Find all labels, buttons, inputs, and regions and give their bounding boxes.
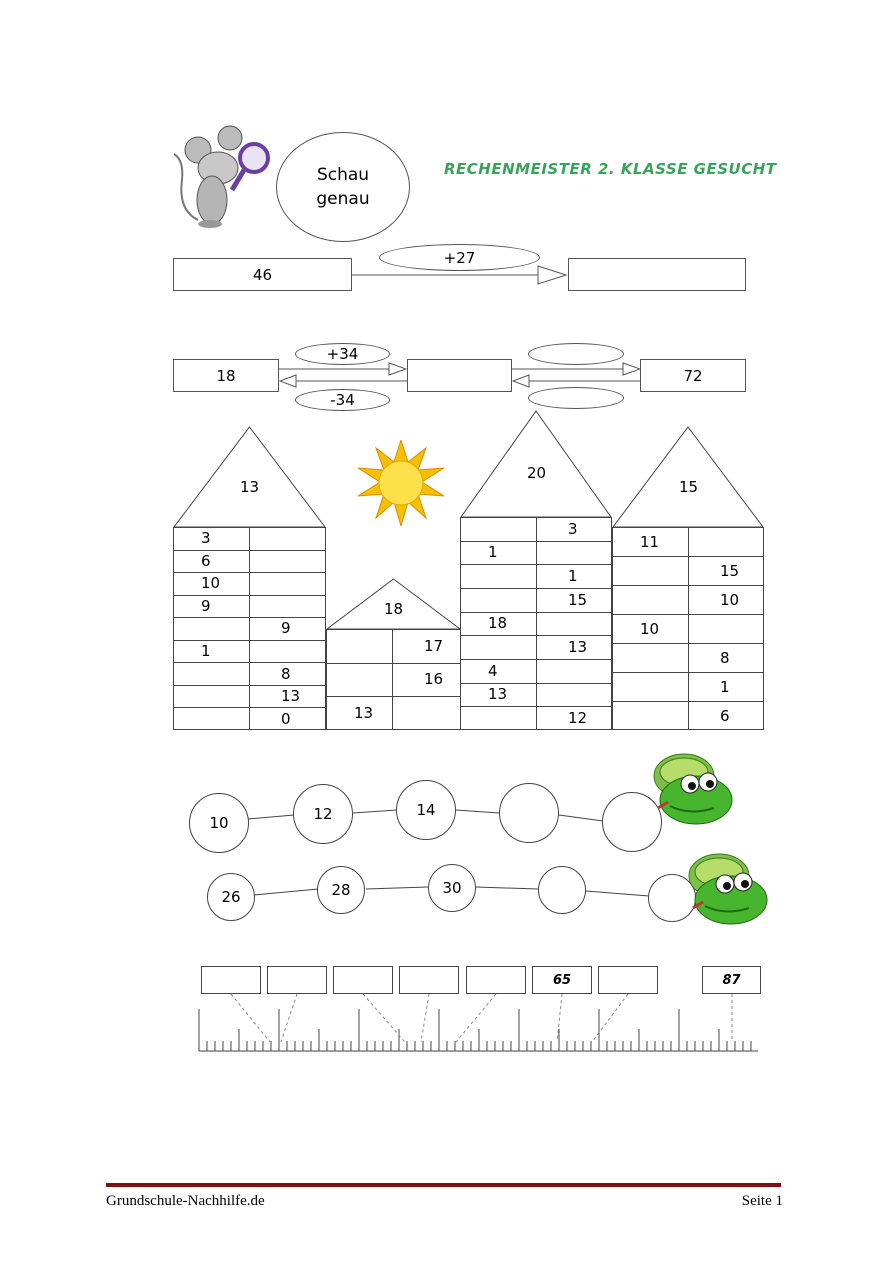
turtle-icon	[685, 850, 771, 928]
footer-site: Grundschule-Nachhilfe.de	[106, 1193, 265, 1209]
house-cell: 11	[640, 532, 660, 551]
house-cell: 12	[568, 709, 588, 728]
house4-roof-number: 15	[679, 478, 699, 496]
house-cell: 9	[281, 619, 291, 638]
house1-roof-number: 13	[240, 478, 260, 496]
chain2-circle-4[interactable]	[538, 866, 586, 914]
ruler-box-4[interactable]	[399, 966, 459, 994]
ruler-box-1[interactable]	[201, 966, 261, 994]
ruler-box-5[interactable]	[466, 966, 526, 994]
chain2-circle-1: 26	[207, 873, 255, 921]
task2-op-bottom-left: -34	[295, 389, 390, 411]
chain2-circle-3: 30	[428, 864, 476, 912]
house-cell: 15	[568, 590, 588, 609]
chain1-circle-2: 12	[293, 784, 353, 844]
number-ruler	[190, 994, 765, 1056]
task2-op-top-left: +34	[295, 343, 390, 365]
house-cell: 6	[201, 551, 211, 570]
footer-page-number: Seite 1	[741, 1193, 783, 1209]
house-cell: 10	[201, 574, 221, 593]
ruler-box-6: 65	[532, 966, 592, 994]
house2-roof-number: 18	[384, 600, 404, 618]
house-cell: 13	[281, 687, 301, 706]
house-cell: 1	[720, 677, 730, 696]
house3-roof-number: 20	[527, 464, 547, 482]
house-cell: 10	[640, 619, 660, 638]
page-title: RECHENMEISTER 2. KLASSE GESUCHT	[444, 160, 777, 178]
house-cell: 10	[720, 590, 740, 609]
house-cell: 16	[424, 670, 444, 689]
house-cell: 13	[488, 685, 508, 704]
house-cell: 8	[281, 664, 291, 683]
house-cell: 18	[488, 614, 508, 633]
house-cell: 15	[720, 561, 740, 580]
house-cell: 1	[568, 567, 578, 586]
ruler-box-8: 87	[702, 966, 761, 994]
ruler-box-3[interactable]	[333, 966, 393, 994]
house-cell: 6	[720, 706, 730, 725]
house-cell: 4	[488, 661, 498, 680]
speech-line-1: Schau	[316, 165, 370, 185]
ruler-box-7[interactable]	[598, 966, 658, 994]
footer-rule	[106, 1183, 781, 1187]
chain1-circle-4[interactable]	[499, 783, 559, 843]
task1-operator-oval: +27	[379, 244, 540, 271]
turtle-icon	[650, 750, 736, 828]
chain2-circle-2: 28	[317, 866, 365, 914]
task1-start-box: 46	[173, 258, 352, 291]
task2-left-box: 18	[173, 359, 279, 392]
chain1-circle-1: 10	[189, 793, 249, 853]
house-cell: 1	[201, 642, 211, 661]
house-cell: 13	[354, 704, 374, 723]
house-cell: 3	[201, 529, 211, 548]
chain1-circle-3: 14	[396, 780, 456, 840]
house-cell: 9	[201, 596, 211, 615]
house-cell: 8	[720, 648, 730, 667]
house-cell: 13	[568, 638, 588, 657]
speech-line-2: genau	[316, 189, 370, 209]
house-cell: 17	[424, 636, 444, 655]
task2-right-box: 72	[640, 359, 746, 392]
house-cell: 1	[488, 543, 498, 562]
house-cell: 3	[568, 519, 578, 538]
house-cell: 0	[281, 709, 291, 728]
ruler-box-2[interactable]	[267, 966, 327, 994]
